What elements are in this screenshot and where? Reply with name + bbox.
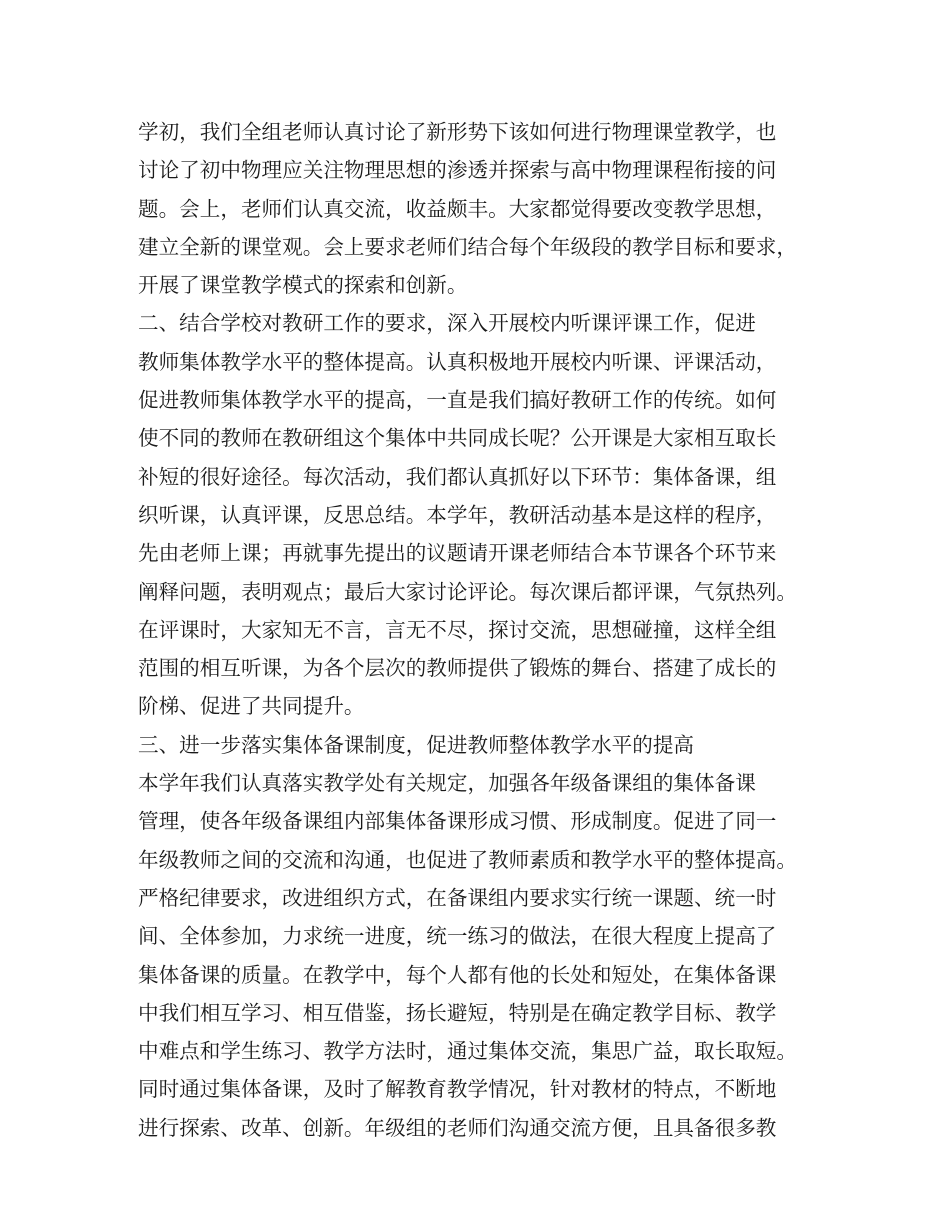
text-line: 阐释问题，表明观点；最后大家讨论评论。每次课后都评课，气氛热列。 [138,579,797,604]
text-line: 补短的很好途径。每次活动，我们都认真抓好以下环节：集体备课，组 [138,464,777,489]
section-heading-line: 三、进一步落实集体备课制度，促进教师整体教学水平的提高 [138,732,695,757]
text-line: 本学年我们认真落实教学处有关规定，加强各年级备课组的集体备课 [138,771,756,796]
text-line: 教师集体教学水平的整体提高。认真积极地开展校内听课、评课活动， [138,349,777,374]
document-body [138,113,828,1147]
text-line: 题。会上，老师们认真交流，收益颇丰。大家都觉得要改变教学思想， [138,196,777,221]
text-line: 讨论了初中物理应关注物理思想的渗透并探索与高中物理课程衔接的问 [138,158,777,183]
text-line: 中难点和学生练习、教学方法时，通过集体交流，集思广益，取长取短。 [138,1039,797,1064]
text-line: 间、全体参加，力求统一进度，统一练习的做法，在很大程度上提高了 [138,924,777,949]
text-line: 先由老师上课；再就事先提出的议题请开课老师结合本节课各个环节来 [138,541,777,566]
text-line: 同时通过集体备课，及时了解教育教学情况，针对教材的特点，不断地 [138,1077,777,1102]
text-line: 开展了课堂教学模式的探索和创新。 [138,273,468,298]
text-line: 学初，我们全组老师认真讨论了新形势下该如何进行物理课堂教学，也 [138,120,777,144]
text-line: 阶梯、促进了共同提升。 [138,694,365,719]
text-line: 集体备课的质量。在教学中，每个人都有他的长处和短处，在集体备课 [138,962,777,987]
text-line: 年级教师之间的交流和沟通，也促进了教师素质和教学水平的整体提高。 [138,847,797,872]
text-line: 促进教师集体教学水平的提高，一直是我们搞好教研工作的传统。如何 [138,388,777,413]
text-line: 使不同的教师在教研组这个集体中共同成长呢？公开课是大家相互取长 [138,426,777,451]
text-line: 建立全新的课堂观。会上要求老师们结合每个年级段的教学目标和要求， [138,234,797,259]
text-line: 范围的相互听课，为各个层次的教师提供了锻炼的舞台、搭建了成长的 [138,656,777,681]
text-line: 管理，使各年级备课组内部集体备课形成习惯、形成制度。促进了同一 [138,809,777,834]
text-line: 织听课，认真评课，反思总结。本学年，教研活动基本是这样的程序， [138,502,777,527]
text-line: 严格纪律要求，改进组织方式，在备课组内要求实行统一课题、统一时 [138,885,777,910]
section-heading-line: 二、结合学校对教研工作的要求，深入开展校内听课评课工作，促进 [138,311,756,336]
text-line: 中我们相互学习、相互借鉴，扬长避短，特别是在确定教学目标、教学 [138,1000,777,1025]
text-line: 在评课时，大家知无不言，言无不尽，探讨交流，思想碰撞，这样全组 [138,617,777,642]
text-line: 进行探索、改革、创新。年级组的老师们沟通交流方便，且具备很多教 [138,1115,777,1140]
